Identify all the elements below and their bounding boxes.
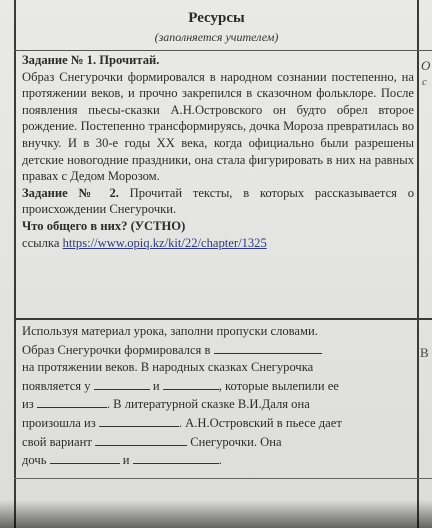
blank-field[interactable] [94, 377, 150, 390]
fill-text: . [218, 453, 222, 468]
blank-field[interactable] [37, 395, 107, 408]
table-border-right [417, 0, 419, 528]
fill-line-6 [22, 414, 414, 433]
fill-text: и [152, 378, 160, 393]
fill-line-7 [22, 433, 414, 452]
fill-line-4 [22, 377, 414, 396]
fill-text: произошла из [22, 415, 96, 430]
side-letter-bottom: В [420, 345, 429, 360]
task2-line [22, 185, 414, 218]
resources-subtitle: (заполняется учителем) [154, 30, 279, 44]
fill-text: Снегурочки. Она [190, 434, 282, 449]
row-divider [14, 318, 432, 320]
fill-in-block [22, 323, 414, 470]
fill-line-3: на протяжении веков. В народных сказках Снегурочка [22, 360, 314, 375]
fill-line-2 [22, 341, 414, 360]
task2-heading: Задание № 2. [22, 185, 119, 200]
blank-field[interactable] [163, 377, 219, 390]
fill-line-5 [22, 395, 414, 414]
resources-title: Ресурсы [188, 10, 245, 26]
fill-instruction: Используя материал урока, заполни пропуски словами. [22, 324, 318, 338]
blank-field[interactable] [50, 451, 120, 464]
photo-shadow [0, 500, 432, 528]
fill-text: и [122, 453, 130, 468]
task2-text: Прочитай тексты, в которых рассказывается о происхождении Снегурочки. [22, 185, 414, 217]
blank-field[interactable] [95, 433, 187, 446]
fill-text: . А.Н.Островский в пьесе дает [178, 415, 342, 430]
fill-text: появляется у [22, 378, 91, 393]
link-line [22, 235, 414, 252]
fill-text: из [22, 397, 34, 412]
blank-field[interactable] [99, 414, 179, 427]
link-label: ссылка [22, 235, 60, 250]
header-divider [14, 50, 432, 51]
task1-paragraph: Образ Снегурочки формировался в народном сознании постепенно, на протяжении веков, и прочно закрепился в сказочном фольклоре. После появления пьесы-сказки А.Н.Островского он будто обрел второе рождение. Постепенно трансформируясь, дочка Мороза превратилась во внучку. И в 30-е годы XX века, когда официально были разрешены детские новогодние праздники, она стала фигурировать в них на равных правах с Дедом Морозом. [22, 69, 414, 184]
chapter-link[interactable]: https://www.opiq.kz/kit/22/chapter/1325 [62, 235, 267, 250]
fill-text: дочь [22, 453, 47, 468]
fill-line-8 [22, 451, 414, 470]
fill-text: свой вариант [22, 434, 92, 449]
fill-text: , которые вылепили ее [218, 378, 339, 393]
side-letter-top-2: с [422, 76, 427, 88]
side-letter-top: О [421, 58, 431, 73]
table-border-bottom [14, 478, 432, 479]
task2-question: Что общего в них? (УСТНО) [22, 218, 186, 233]
fill-text: . В литературной сказке В.И.Даля она [106, 397, 310, 412]
blank-field[interactable] [133, 451, 219, 464]
task1-heading: Задание № 1. Прочитай. [22, 53, 160, 67]
fill-text: Образ Снегурочки формировался в [22, 342, 211, 357]
task-block [22, 52, 414, 251]
blank-field[interactable] [214, 341, 322, 354]
table-border-left [14, 0, 16, 528]
